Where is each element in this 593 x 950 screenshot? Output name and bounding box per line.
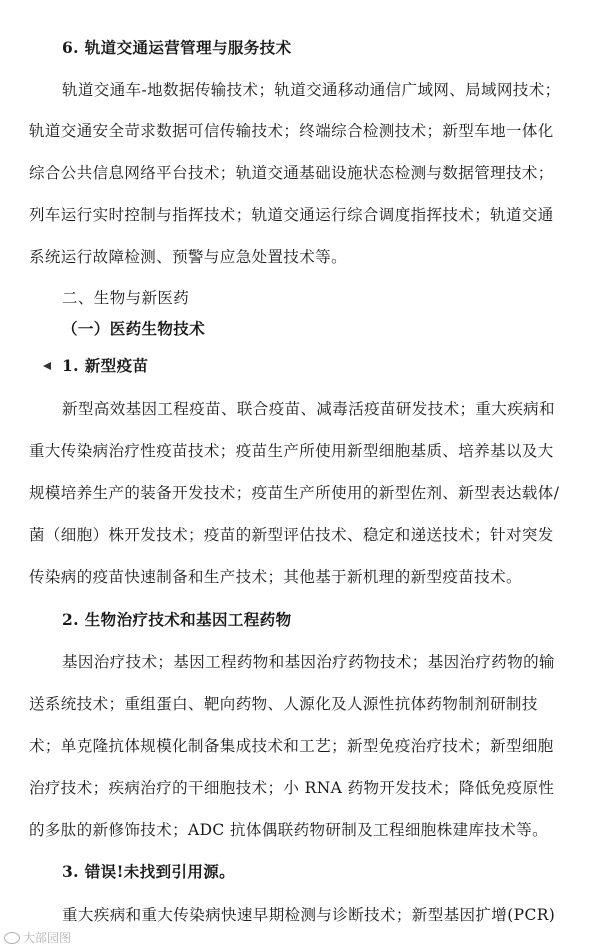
paragraph-line: 轨道交通安全苛求数据可信传输技术；终端综合检测技术；新型车地一体化 — [29, 122, 554, 140]
watermark-text: 大部园图 — [23, 931, 72, 945]
section-heading-1: 1. 新型疫苗 — [62, 356, 149, 375]
chapter-heading: 二、生物与新医药 — [62, 289, 190, 307]
paragraph-line: 综合公共信息网络平台技术；轨道交通基础设施状态检测与数据管理技术； — [29, 164, 554, 182]
paragraph-line: 送系统技术；重组蛋白、靶向药物、人源化及人源性抗体药物制剂研制技 — [29, 695, 538, 713]
watermark-logo-icon — [4, 932, 20, 944]
paragraph-line: 基因治疗技术；基因工程药物和基因治疗药物技术；基因治疗药物的输 — [62, 653, 555, 671]
paragraph-line: 新型高效基因工程疫苗、联合疫苗、减毒活疫苗研发技术；重大疾病和 — [62, 400, 555, 418]
subsection-heading: （一）医药生物技术 — [62, 319, 206, 338]
section-heading-3: 3. 错误!未找到引用源。 — [62, 862, 236, 881]
paragraph-line: 重大传染病治疗性疫苗技术；疫苗生产所使用新型细胞基质、培养基以及大 — [29, 442, 554, 460]
paragraph-line: 的多肽的新修饰技术；ADC 抗体偶联药物研制及工程细胞株建库技术等。 — [29, 821, 549, 839]
paragraph-line: 传染病的疫苗快速制备和生产技术；其他基于新机理的新型疫苗技术。 — [29, 568, 522, 586]
paragraph-line: 治疗技术；疾病治疗的干细胞技术；小 RNA 药物开发技术；降低免疫原性 — [29, 779, 555, 797]
section-heading-6: 6. 轨道交通运营管理与服务技术 — [62, 38, 292, 57]
section-heading-2: 2. 生物治疗技术和基因工程药物 — [62, 610, 292, 629]
paragraph-line: 列车运行实时控制与指挥技术；轨道交通运行综合调度指挥技术；轨道交通 — [29, 206, 554, 224]
paragraph-line: 菌（细胞）株开发技术；疫苗的新型评估技术、稳定和递送技术；针对突发 — [29, 526, 554, 544]
watermark — [4, 929, 71, 946]
paragraph-line: 规模培养生产的装备开发技术；疫苗生产所使用的新型佐剂、新型表达载体/ — [29, 484, 560, 502]
paragraph-line: 重大疾病和重大传染病快速早期检测与诊断技术；新型基因扩增(PCR) — [62, 906, 556, 924]
paragraph-line: 系统运行故障检测、预警与应急处置技术等。 — [29, 248, 348, 266]
paragraph-line: 轨道交通车-地数据传输技术；轨道交通移动通信广域网、局域网技术； — [62, 81, 561, 99]
paragraph-line: 术；单克隆抗体规模化制备集成技术和工艺；新型免疫治疗技术；新型细胞 — [29, 737, 554, 755]
collapse-triangle-icon[interactable] — [43, 362, 51, 370]
